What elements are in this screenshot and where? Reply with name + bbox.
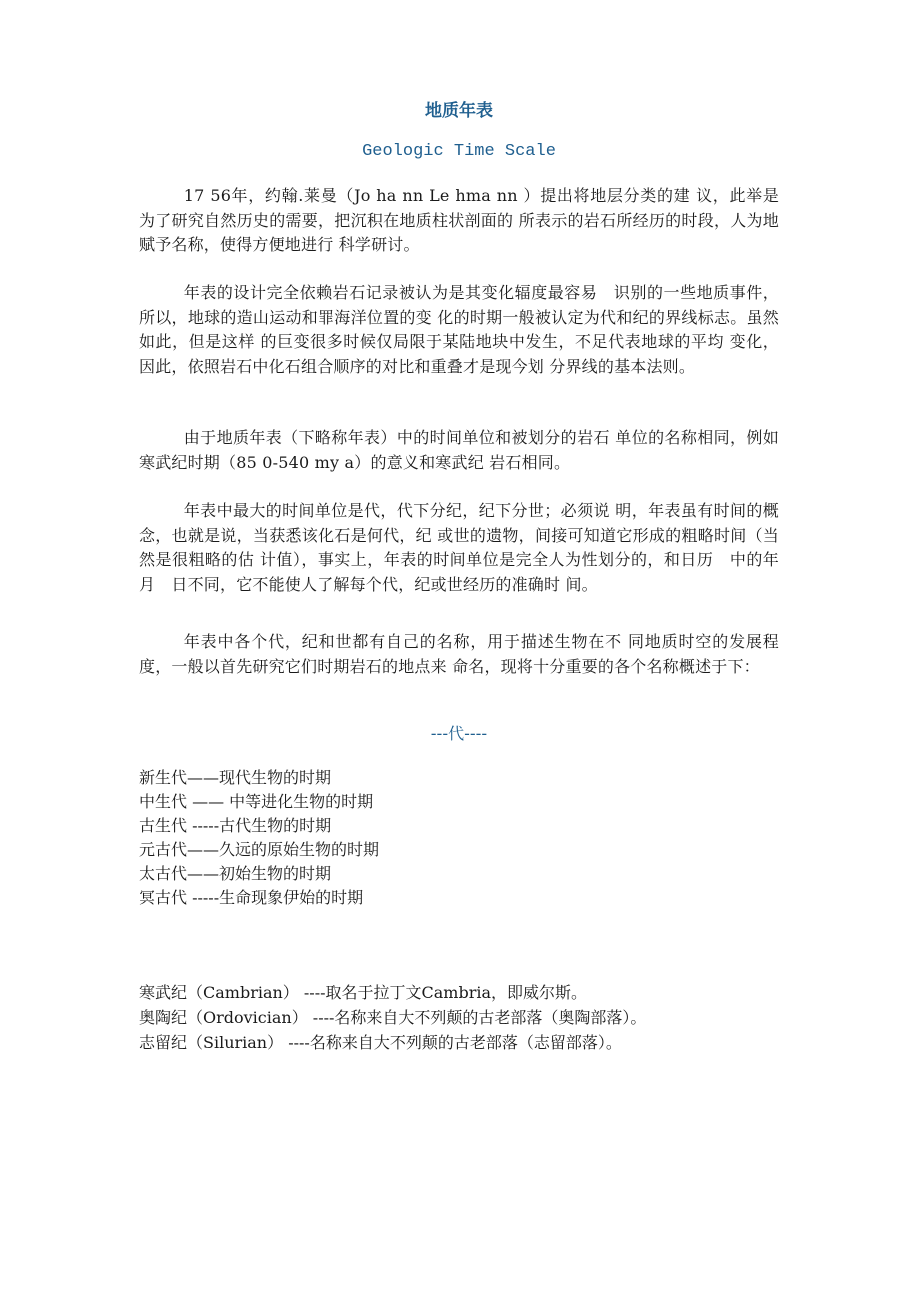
paragraph-3: 由于地质年表（下略称年表）中的时间单位和被划分的岩石 单位的名称相同，例如寒武纪时期（85 0-540 my a）的意义和寒武纪 岩石相同。 [139, 428, 779, 472]
era-item: 太古代——初始生物的时期 [139, 864, 332, 883]
period-item: 志留纪（Silurian） ----名称来自大不列颠的古老部落（志留部落）。 [139, 1033, 622, 1052]
period-list [139, 980, 779, 1055]
era-item: 元古代——久远的原始生物的时期 [139, 840, 380, 859]
era-item: 古生代 -----古代生物的时期 [139, 816, 332, 835]
document-subtitle: Geologic Time Scale [362, 142, 556, 161]
era-list [139, 766, 779, 910]
document-title: 地质年表 [425, 101, 493, 121]
period-item: 寒武纪（Cambrian） ----取名于拉丁文Cambria，即威尔斯。 [139, 983, 588, 1002]
era-item: 冥古代 -----生命现象伊始的时期 [139, 888, 364, 907]
paragraph-2: 年表的设计完全依赖岩石记录被认为是其变化辐度最容易 识别的一些地质事件，所以，地球的造山运动和罪海洋位置的变 化的时期一般被认定为代和纪的界线标志。虽然如此，但是这样 的巨变很多时候仅局限于某陆地块中发生，不足代表地球的平均 变化，因此，依照岩石中化石组合顺序的对比和重叠才是现今划 分界线的基本法则。 [139, 283, 779, 376]
era-item: 中生代 —— 中等进化生物的时期 [139, 792, 374, 811]
paragraph-4: 年表中最大的时间单位是代，代下分纪，纪下分世；必须说 明，年表虽有时间的概念，也就是说，当获悉该化石是何代，纪 或世的遗物，间接可知道它形成的粗略时间（当然是很粗略的估 计值），事实上，年表的时间单位是完全人为性划分的，和日历 中的年月 日不同，它不能使人了解每个代，纪或世经历的准确时 间。 [139, 501, 779, 594]
period-item: 奥陶纪（Ordovician） ----名称来自大不列颠的古老部落（奥陶部落）。 [139, 1008, 647, 1027]
paragraph-5: 年表中各个代，纪和世都有自己的名称，用于描述生物在不 同地质时空的发展程度，一般以首先研究它们时期岩石的地点来 命名，现将十分重要的各个名称概述于下： [139, 632, 779, 676]
era-item: 新生代——现代生物的时期 [139, 768, 332, 787]
paragraph-1: 17 56年，约翰.莱曼（Jo ha nn Le hma nn ）提出将地层分类的建 议，此举是为了研究自然历史的需要，把沉积在地质柱状剖面的 所表示的岩石所经历的时段，人为地赋予名称，使得方便地进行 科学研讨。 [139, 186, 779, 254]
section-divider-era: ---代---- [430, 724, 488, 743]
